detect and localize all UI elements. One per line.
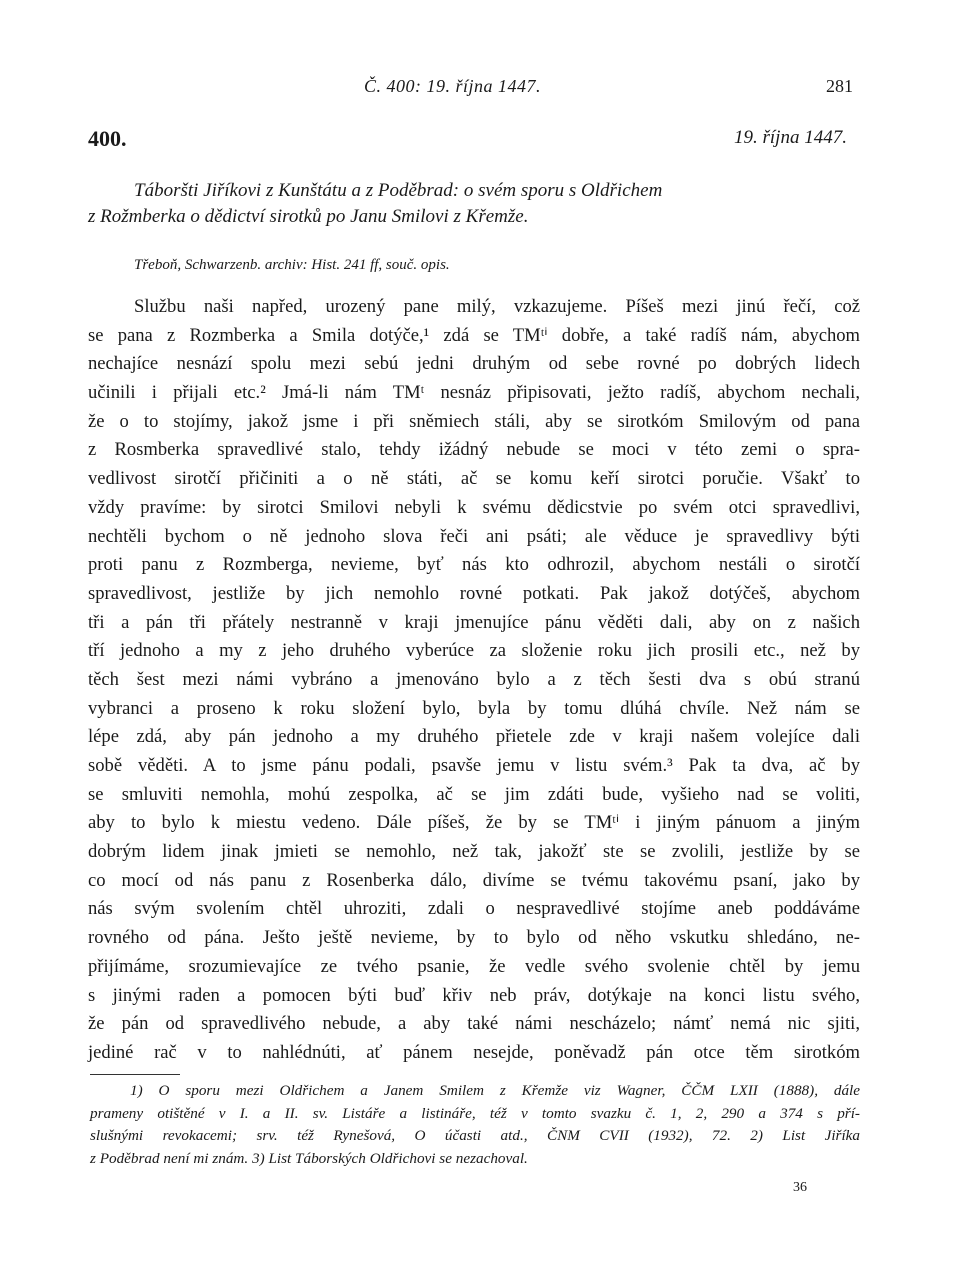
body-line: přijímáme, srozumievajíce ze tvého psanie, že vedle svého svolenie chtěl by jemu bbox=[88, 955, 860, 977]
body-line: že pán od spravedlivého nebude, a aby také námi nescházelo; námť nemá nic sjiti, bbox=[88, 1013, 860, 1035]
page-number: 281 bbox=[826, 76, 853, 96]
body-line: sobě věděti. A to jsme pánu podali, psavše jemu v listu svém.³ Pak ta dva, ač by bbox=[88, 755, 860, 776]
body-line: vybranci a proseno k roku složení bylo, byla by tomu dlúhá chvíle. Než nám se bbox=[88, 697, 860, 719]
running-head: Č. 400: 19. října 1447. bbox=[364, 76, 542, 96]
body-line: tři a pán tři přátely nestranně v kraji jmenujíce pánu věděti dali, aby on z našich bbox=[88, 611, 860, 633]
body-line: proti panu z Rozmberga, nevieme, byť nás kto odhrozil, abychom nestáli o sirotčí bbox=[88, 554, 860, 576]
document-number: 400. bbox=[88, 126, 127, 151]
body-line: nás svým svolením chtěl uhroziti, zdali o nespravedlivé stojíme aneb poddáváme bbox=[88, 898, 860, 920]
body-line: z Rosmberka spravedlivé stalo, tehdy ižádný nebude se moci v této zemi o spra- bbox=[88, 439, 860, 461]
body-line: těch šest mezi námi vybráno a jmenováno bylo a z těch šesti dva s obú stranú bbox=[88, 668, 860, 690]
body-line: nechajíce nesnází spolu mezi sebú jedni druhým od sebe rovné po dobrých lidech bbox=[88, 353, 860, 375]
footnote-line: prameny otištěné v I. a II. sv. Listáře a listináře, též v tomto svazku č. 1, 2, 290 a 374 s pří- bbox=[90, 1104, 860, 1122]
body-line: se pana z Rozmberka a Smila dotýče,¹ zdá se TMᵗⁱ dobře, a také radíš nám, abychom bbox=[88, 324, 860, 346]
footnote-line: 1) O sporu mezi Oldřichem a Janem Smilem z Křemže viz Wagner, ČČM LXII (1888), dále bbox=[130, 1082, 860, 1099]
footnote-line: slušnými revokacemi; srv. též Rynešová, O účasti atd., ČNM CVII (1932), 72. 2) List Jiříka bbox=[90, 1127, 860, 1145]
body-line: s jinými raden a pomocen býti buď křiv neb práv, dotýkaje na konci listu svého, bbox=[88, 984, 860, 1006]
body-line: vždy pravíme: by sirotci Smilovi nebyli k svému dědicstvie po svém otci spravedlivi, bbox=[88, 496, 860, 518]
body-line: Službu naši napřed, urozený pane milý, vzkazujeme. Píšeš mezi jinú řečí, což bbox=[134, 296, 860, 317]
regest-line: z Rožmberka o dědictví sirotků po Janu Smilovi z Křemže. bbox=[88, 206, 529, 227]
footnote-line: z Poděbrad není mi znám. 3) List Táborských Oldřichovi se nezachoval. bbox=[90, 1149, 528, 1167]
body-text bbox=[88, 293, 860, 1068]
document-date: 19. října 1447. bbox=[734, 127, 847, 148]
source-note: Třeboň, Schwarzenb. archiv: Hist. 241 ff, souč. opis. bbox=[134, 257, 450, 273]
body-line: že o to stojímy, jakož jsme i při sněmiech stáli, aby se sirotkóm Smilovým od pana bbox=[88, 410, 860, 432]
body-line: aby to bylo k miestu vedeno. Dále píšeš, že by se TMᵗⁱ i jiným pánuom a jiným bbox=[88, 812, 860, 834]
body-line: lépe zdá, aby pán jednoho a my druhého přietele zde v kraji našem volejíce dali bbox=[88, 726, 860, 748]
body-line: vedlivost sirotčí přičiniti a o ně státi, ač se komu keří sirotci poručie. Však​ť to bbox=[88, 468, 860, 490]
body-line: rovného od pána. Ješto ještě nevieme, by to bylo od něho vskutku shledáno, ne- bbox=[88, 927, 860, 949]
body-line: jediné rač v to nahlédnúti, ať pánem nesejde, poněvadž pán otce těm sirotkóm bbox=[88, 1041, 860, 1063]
body-line: učinili i přijali etc.² Jmá-li nám TMᵗ nesnáz připisovati, ježto radíš, abychom nechali, bbox=[88, 382, 860, 404]
signature-mark: 36 bbox=[793, 1180, 807, 1195]
regest-line: Táboršti Jiříkovi z Kunštátu a z Poděbrad: o svém sporu s Oldřichem bbox=[134, 180, 663, 201]
footnotes bbox=[90, 1080, 860, 1170]
body-line: co mocí od nás panu z Rosenberka dálo, divíme se tvému takovému psaní, jako by bbox=[88, 869, 860, 891]
body-line: tří jednoho a my z jeho druhého vyberúce za složenie roku jich prosili etc., než by bbox=[88, 640, 860, 662]
footnote-rule bbox=[90, 1074, 180, 1075]
body-line: spravedlivost, jestliže by jich nemohlo rovné potkati. Pak jakož dotýčeš, abychom bbox=[88, 582, 860, 604]
body-line: se smluviti nemohla, mohú zespolka, ač se jim zdáti bude, vyšieho nad se voliti, bbox=[88, 783, 860, 805]
body-line: dobrým lidem jinak jmieti se nemohlo, než tak, jakožť ste se zvolili, jestliže by se bbox=[88, 841, 860, 863]
body-line: nechtěli bychom o ně jednoho slova řeči ani psáti; ale věduce je spravedlivy býti bbox=[88, 525, 860, 547]
